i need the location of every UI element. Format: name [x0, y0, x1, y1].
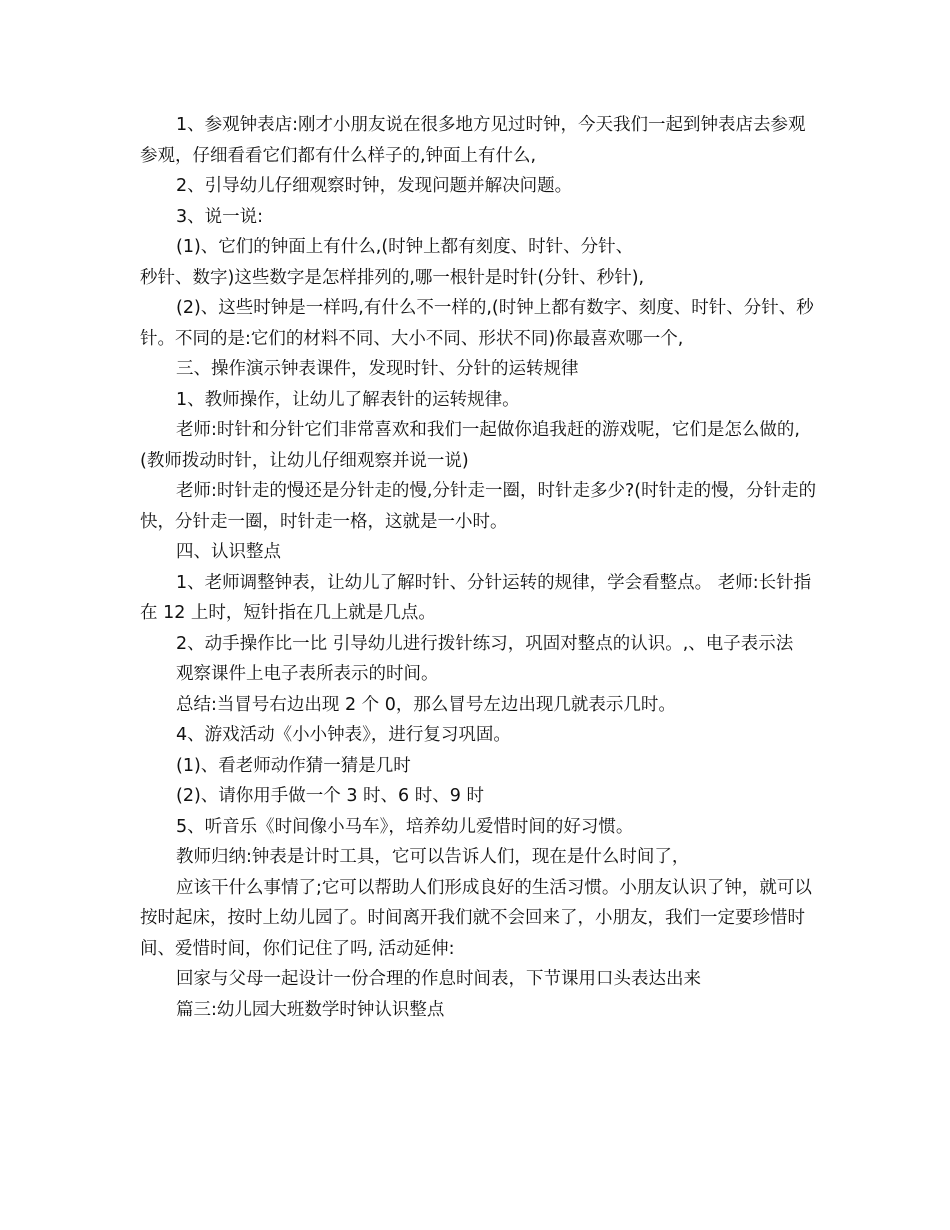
paragraph-game-1: (1)、看老师动作猜一猜是几时	[176, 755, 411, 776]
paragraph-summary: 总结:当冒号右边出现 2 个 0，那么冒号左边出现几就表示几时。	[176, 694, 676, 715]
paragraph-teacher-game: 老师:时针和分针它们非常喜欢和我们一起做你追我赶的游戏呢，它们是怎么做的,(教师拨动时针，让幼儿仔细观察并说一说)	[140, 420, 800, 471]
section-heading-3: 三、操作演示钟表课件，发现时针、分针的运转规律	[176, 359, 579, 379]
paragraph-adjust-clock: 1、老师调整钟表，让幼儿了解时针、分针运转的规律，学会看整点。 老师:长针指在 12 上时，短针指在几上就是几点。	[140, 572, 812, 623]
paragraph-observe-courseware: 观察课件上电子表所表示的时间。	[176, 664, 439, 684]
paragraph-game-2: (2)、请你用手做一个 3 时、6 时、9 时	[176, 786, 484, 806]
paragraph-say: 3、说一说:	[176, 206, 264, 227]
paragraph-game-activity: 4、游戏活动《小小钟表》，进行复习巩固。	[176, 725, 511, 745]
paragraph-hands-on: 2、动手操作比一比 引导幼儿进行拨针练习，巩固对整点的认识。,、电子表示法	[176, 633, 794, 654]
paragraph-teacher-speed: 老师:时针走的慢还是分针走的慢,分针走一圈，时针走多少?(时针走的慢，分针走的快，分针走一圈，时针走一格，这就是一小时。	[140, 481, 817, 532]
paragraph-teacher-operate: 1、教师操作，让幼儿了解表针的运转规律。	[176, 389, 520, 410]
paragraph-conclusion-cont: 应该干什么事情了;它可以帮助人们形成良好的生活习惯。小朋友认识了钟，就可以按时起床，按时上幼儿园了。时间离开我们就不会回来了，小朋友，我们一定要珍惜时间、爱惜时间，你们记住了吗, 活动延伸:	[140, 877, 812, 959]
paragraph-music: 5、听音乐《时间像小马车》，培养幼儿爱惜时间的好习惯。	[176, 816, 634, 837]
paragraph-question-2: (2)、这些时钟是一样吗,有什么不一样的,(时钟上都有数字、刻度、时针、分针、秒针。不同的是:它们的材料不同、大小不同、形状不同)你最喜欢哪一个,	[140, 298, 814, 349]
document-body	[140, 110, 820, 1025]
paragraph-guide-observe: 2、引导幼儿仔细观察时钟，发现问题并解决问题。	[176, 176, 573, 196]
paragraph-homework: 回家与父母一起设计一份合理的作息时间表，下节课用口头表达出来	[176, 969, 701, 989]
section-heading-4: 四、认识整点	[176, 542, 281, 562]
paragraph-teacher-conclusion: 教师归纳:钟表是计时工具，它可以告诉人们，现在是什么时间了，	[176, 847, 690, 867]
paragraph-question-1: (1)、它们的钟面上有什么,(时钟上都有刻度、时针、分针、	[176, 237, 634, 257]
paragraph-question-1-cont: 秒针、数字)这些数字是怎样排列的,哪一根针是时针(分针、秒针),	[140, 267, 645, 288]
paragraph-visit-clock-store: 1、参观钟表店:刚才小朋友说在很多地方见过时钟，今天我们一起到钟表店去参观参观，仔细看看它们都有什么样子的,钟面上有什么,	[140, 115, 806, 166]
paragraph-part-3-title: 篇三:幼儿园大班数学时钟认识整点	[176, 999, 445, 1020]
